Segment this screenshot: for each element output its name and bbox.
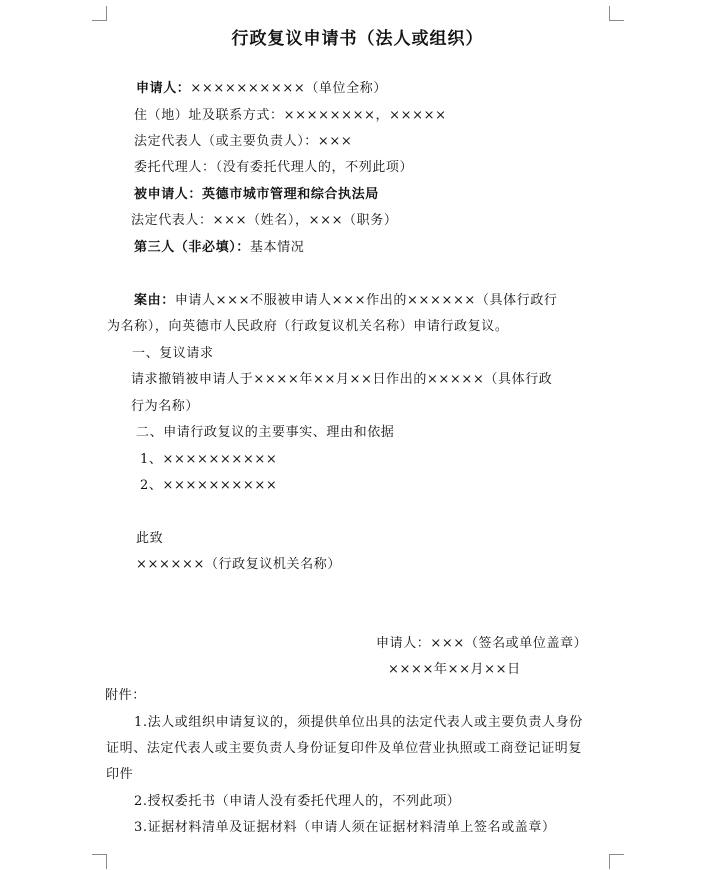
section1-line-1: 请求撤销被申请人于××××年××月××日作出的×××××（具体行政 (131, 372, 553, 387)
signature-line: 申请人：×××（签名或单位盖章） (376, 636, 588, 651)
address-value: ××××××××，××××× (283, 108, 447, 123)
agent-line: 委托代理人：（没有委托代理人的，不列此项） (134, 160, 414, 175)
crop-mark-top-right (609, 6, 624, 21)
address-line (134, 107, 447, 125)
attachment-item-3: 3.证据材料清单及证据材料（申请人须在证据材料清单上签名或盖章） (134, 820, 556, 835)
legal-rep-line (134, 133, 352, 151)
section1-heading: 一、复议请求 (132, 346, 214, 361)
attachment-item-1-line-1: 1.法人或组织申请复议的，须提供单位出具的法定代表人或主要负责人身份 (134, 715, 583, 730)
crop-mark-bottom-left (92, 854, 107, 869)
attachment-item-1-line-2: 证明、法定代表人或主要负责人身份证复印件及单位营业执照或工商登记证明复 (106, 741, 583, 756)
case-label: 案由： (134, 293, 175, 308)
third-party-value: 基本情况 (249, 240, 305, 255)
legal-rep-value: ××× (317, 134, 353, 149)
attachment-item-2: 2.授权委托书（申请人没有委托代理人的，不列此项） (134, 794, 461, 809)
section2-item-1: 1、×××××××××× (140, 452, 278, 467)
document-title: 行政复议申请书（法人或组织） (231, 29, 484, 49)
recipient: ××××××（行政复议机关名称） (136, 557, 341, 572)
respondent-line (134, 186, 379, 204)
crop-mark-top-left (92, 6, 107, 21)
signature-date: ××××年××月××日 (388, 662, 521, 677)
section2-heading: 二、申请行政复议的主要事实、理由和依据 (136, 425, 395, 440)
crop-mark-bottom-right (609, 854, 624, 869)
section2-item-2: 2、×××××××××× (140, 478, 278, 493)
attachment-item-1-line-3: 印件 (106, 767, 134, 782)
applicant-label: 申请人： (136, 81, 191, 96)
case-line-1 (134, 292, 558, 310)
respondent-rep-line: 法定代表人：×××（姓名），×××（职务） (131, 213, 398, 228)
respondent-value: 英德市城市管理和综合执法局 (202, 187, 379, 202)
applicant-value: ××××××××××（单位全称） (190, 81, 387, 96)
third-party-line (134, 239, 304, 257)
salutation: 此致 (136, 531, 164, 546)
applicant-line (136, 80, 387, 98)
third-party-label: 第三人（非必填）： (134, 240, 250, 255)
case-text-1: 申请人×××不服被申请人×××作出的××××××（具体行政行 (174, 293, 558, 308)
legal-rep-label: 法定代表人（或主要负责人）： (134, 134, 318, 149)
attachments-label: 附件： (105, 688, 146, 703)
section1-line-2: 行为名称） (131, 399, 200, 414)
respondent-label: 被申请人： (134, 187, 203, 202)
address-label: 住（地）址及联系方式： (134, 108, 284, 123)
case-line-2: 为名称），向英德市人民政府（行政复议机关名称）申请行政复议。 (107, 319, 509, 334)
